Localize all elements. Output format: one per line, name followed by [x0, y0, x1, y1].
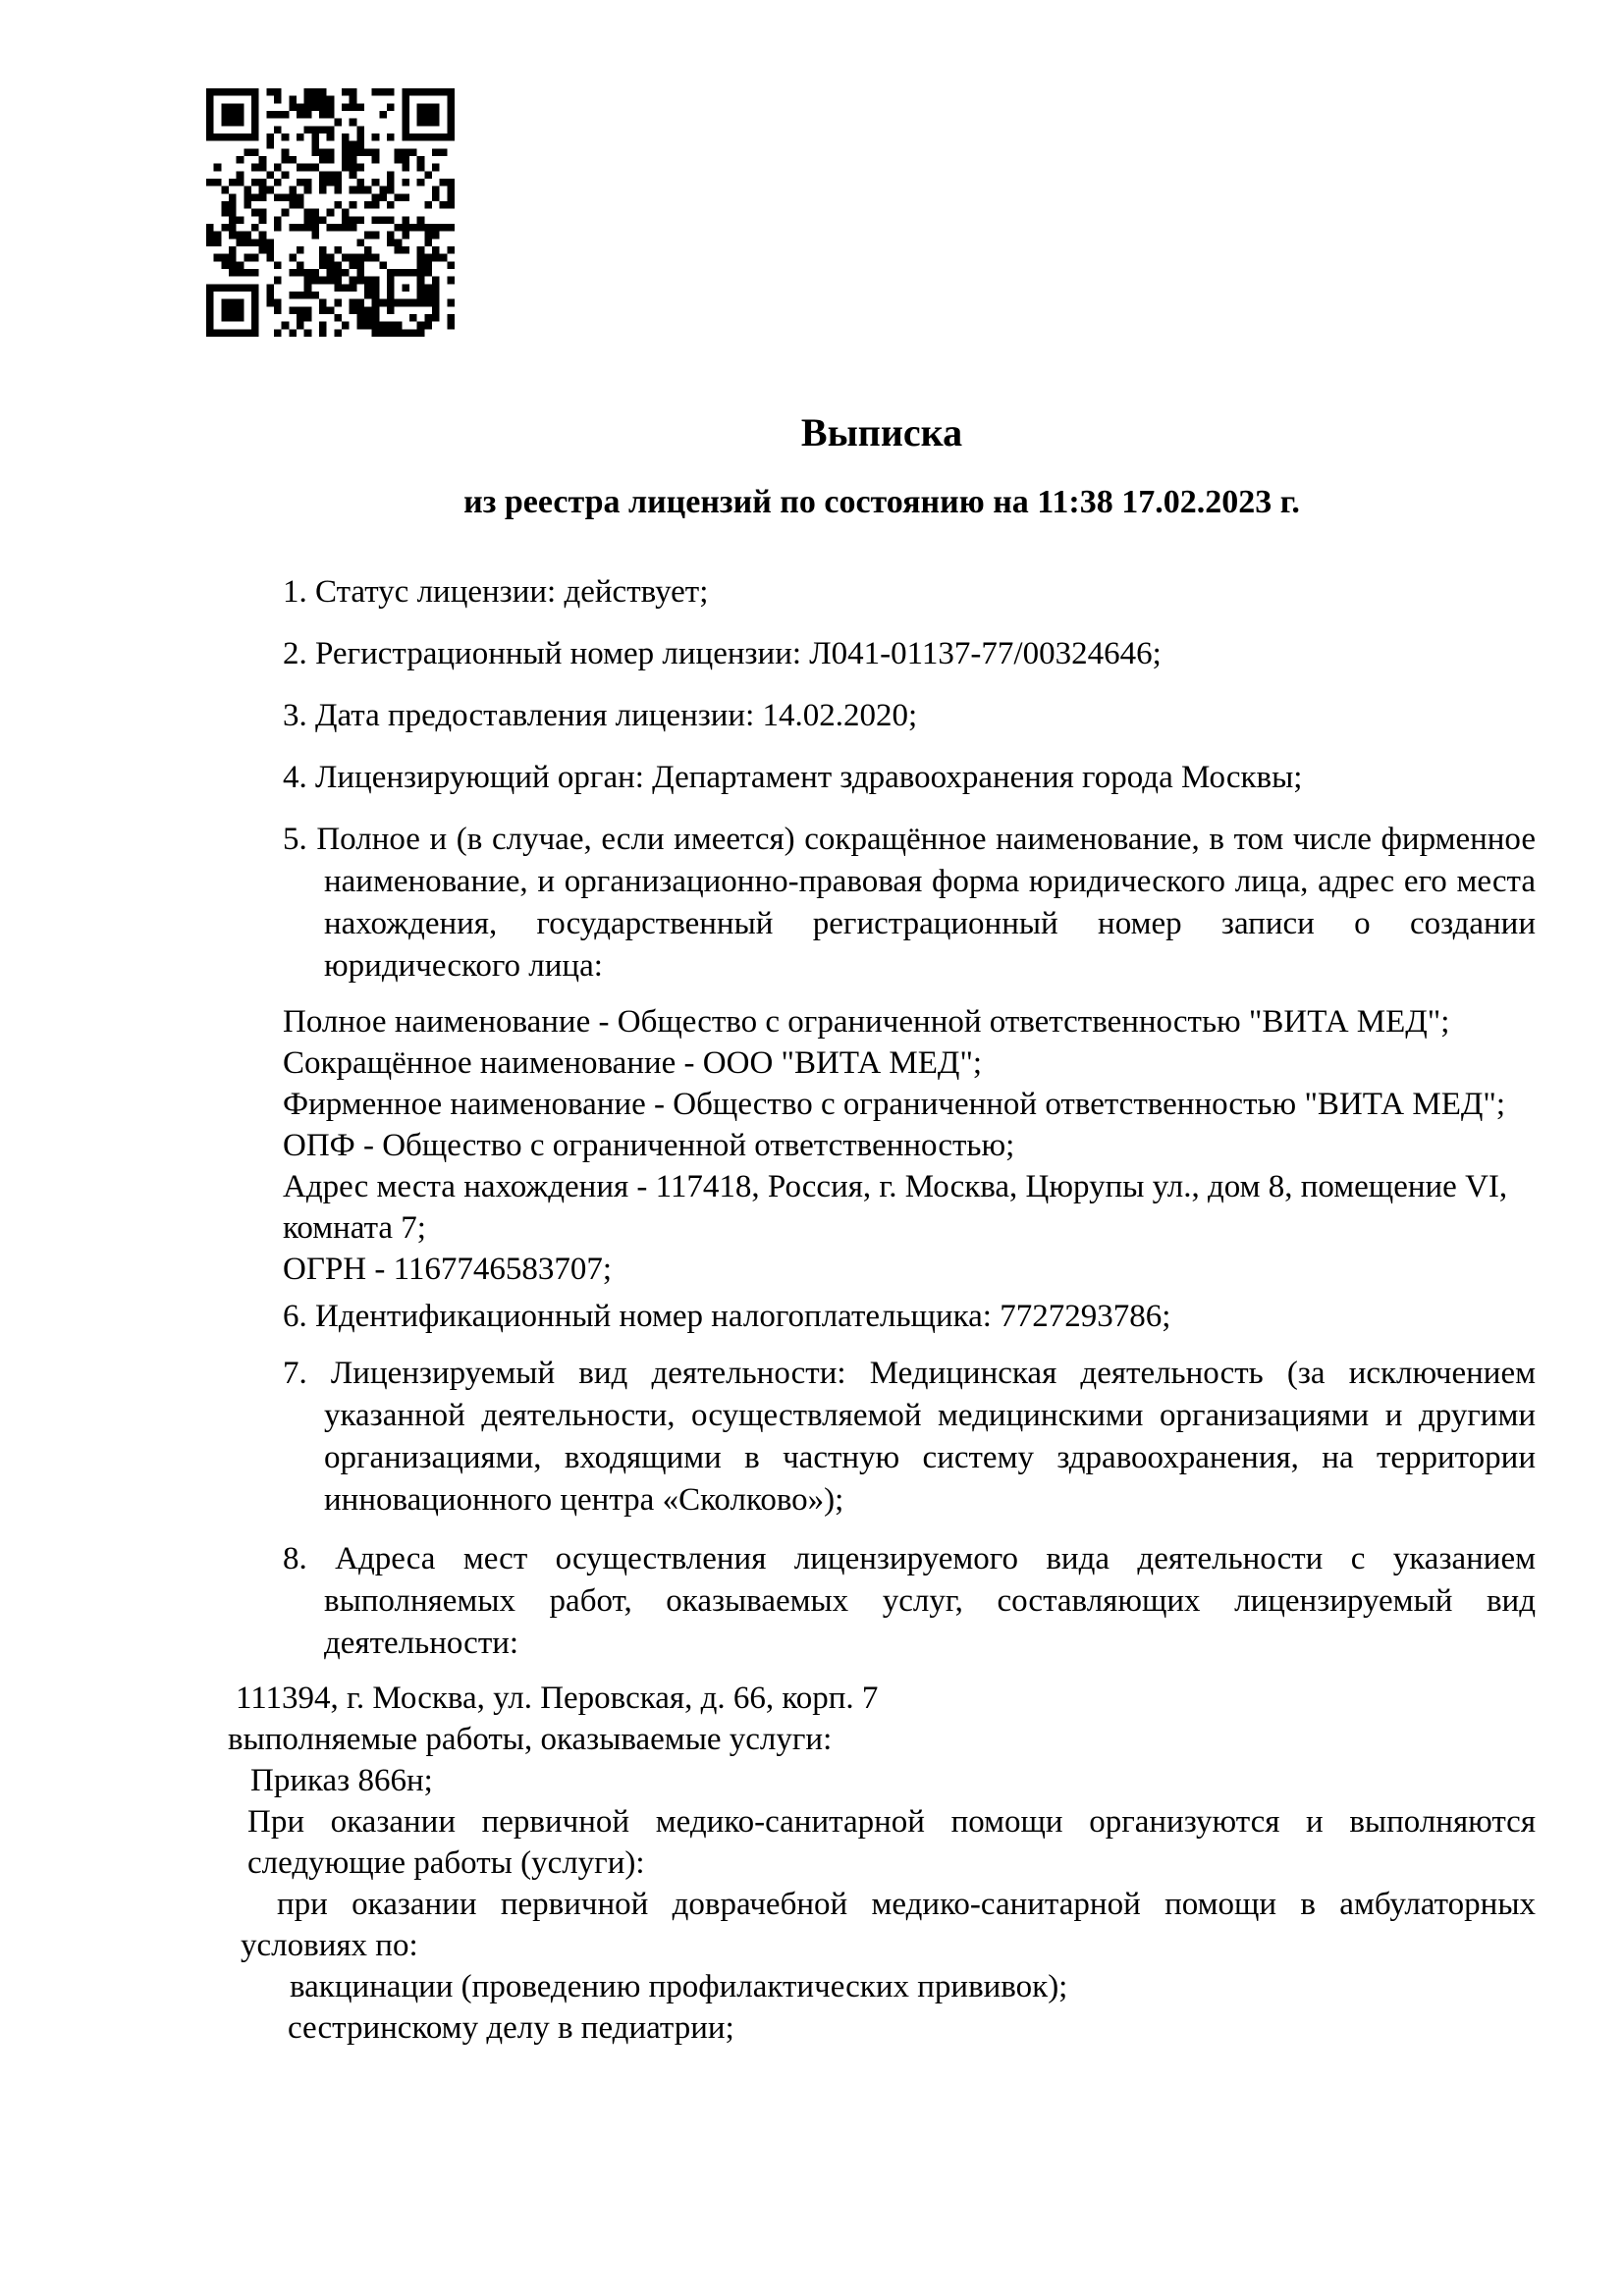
item-license-status: 1. Статус лицензии: действует; — [283, 574, 709, 610]
activity-address: 111394, г. Москва, ул. Перовская, д. 66, корп. 7 — [236, 1681, 879, 1716]
entity-legal-form: ОПФ - Общество с ограниченной ответственностью; — [283, 1128, 1015, 1163]
entity-full-name: Полное наименование - Общество с ограниченной ответственностью "ВИТА МЕД"; — [283, 1004, 1450, 1040]
document-content — [228, 0, 1536, 2049]
entity-brand-name: Фирменное наименование - Общество с ограниченной ответственностью "ВИТА МЕД"; — [283, 1087, 1506, 1122]
page-subtitle: из реестра лицензий по состоянию на 11:38 17.02.2023 г. — [463, 484, 1300, 520]
item-licensed-activity: 7. Лицензируемый вид деятельности: Медицинская деятельность (за исключением указанной деятельности, осуществляемой медицинскими организациями и другими организациями, входящими в частную систему здравоохранения, на территории инновационного центра «Сколково»); — [283, 1356, 1536, 1518]
item-inn: 6. Идентификационный номер налогоплательщика: 7727293786; — [283, 1299, 1171, 1334]
entity-ogrn: ОГРН - 1167746583707; — [283, 1252, 613, 1287]
item-grant-date: 3. Дата предоставления лицензии: 14.02.2020; — [283, 698, 918, 733]
works-services-label: выполняемые работы, оказываемые услуги: — [228, 1722, 833, 1757]
pre-doctor-care-paragraph: при оказании первичной доврачебной медико-санитарной помощи в амбулаторных условиях по: — [241, 1887, 1536, 1963]
page-title: Выписка — [800, 410, 963, 454]
item-entity-name-heading: 5. Полное и (в случае, если имеется) сокращённое наименование, в том числе фирменное наименование, и организационно-правовая форма юридического лица, адрес его места нахождения, государственный регистрационный номер записи о создании юридического лица: — [283, 822, 1536, 984]
service-pediatric-nursing: сестринскому делу в педиатрии; — [288, 2010, 734, 2046]
entity-details-block — [283, 1001, 1536, 1290]
order-866n: Приказ 866н; — [250, 1763, 433, 1798]
item-registration-number: 2. Регистрационный номер лицензии: Л041-01137-77/00324646; — [283, 636, 1162, 671]
item-activity-addresses-heading: 8. Адреса мест осуществления лицензируемого вида деятельности с указанием выполняемых работ, оказываемых услуг, составляющих лицензируемый вид деятельности: — [283, 1541, 1536, 1661]
entity-address: Адрес места нахождения - 117418, Россия, г. Москва, Цюрупы ул., дом 8, помещение VI, комната 7; — [283, 1169, 1508, 1246]
service-vaccination: вакцинации (проведению профилактических прививок); — [290, 1969, 1068, 2004]
entity-short-name: Сокращённое наименование - ООО "ВИТА МЕД"; — [283, 1045, 983, 1081]
activity-address-block — [228, 1678, 1536, 2049]
item-licensing-authority: 4. Лицензирующий орган: Департамент здравоохранения города Москвы; — [283, 760, 1303, 795]
primary-care-paragraph: При оказании первичной медико-санитарной помощи организуются и выполняются следующие работы (услуги): — [247, 1804, 1536, 1881]
